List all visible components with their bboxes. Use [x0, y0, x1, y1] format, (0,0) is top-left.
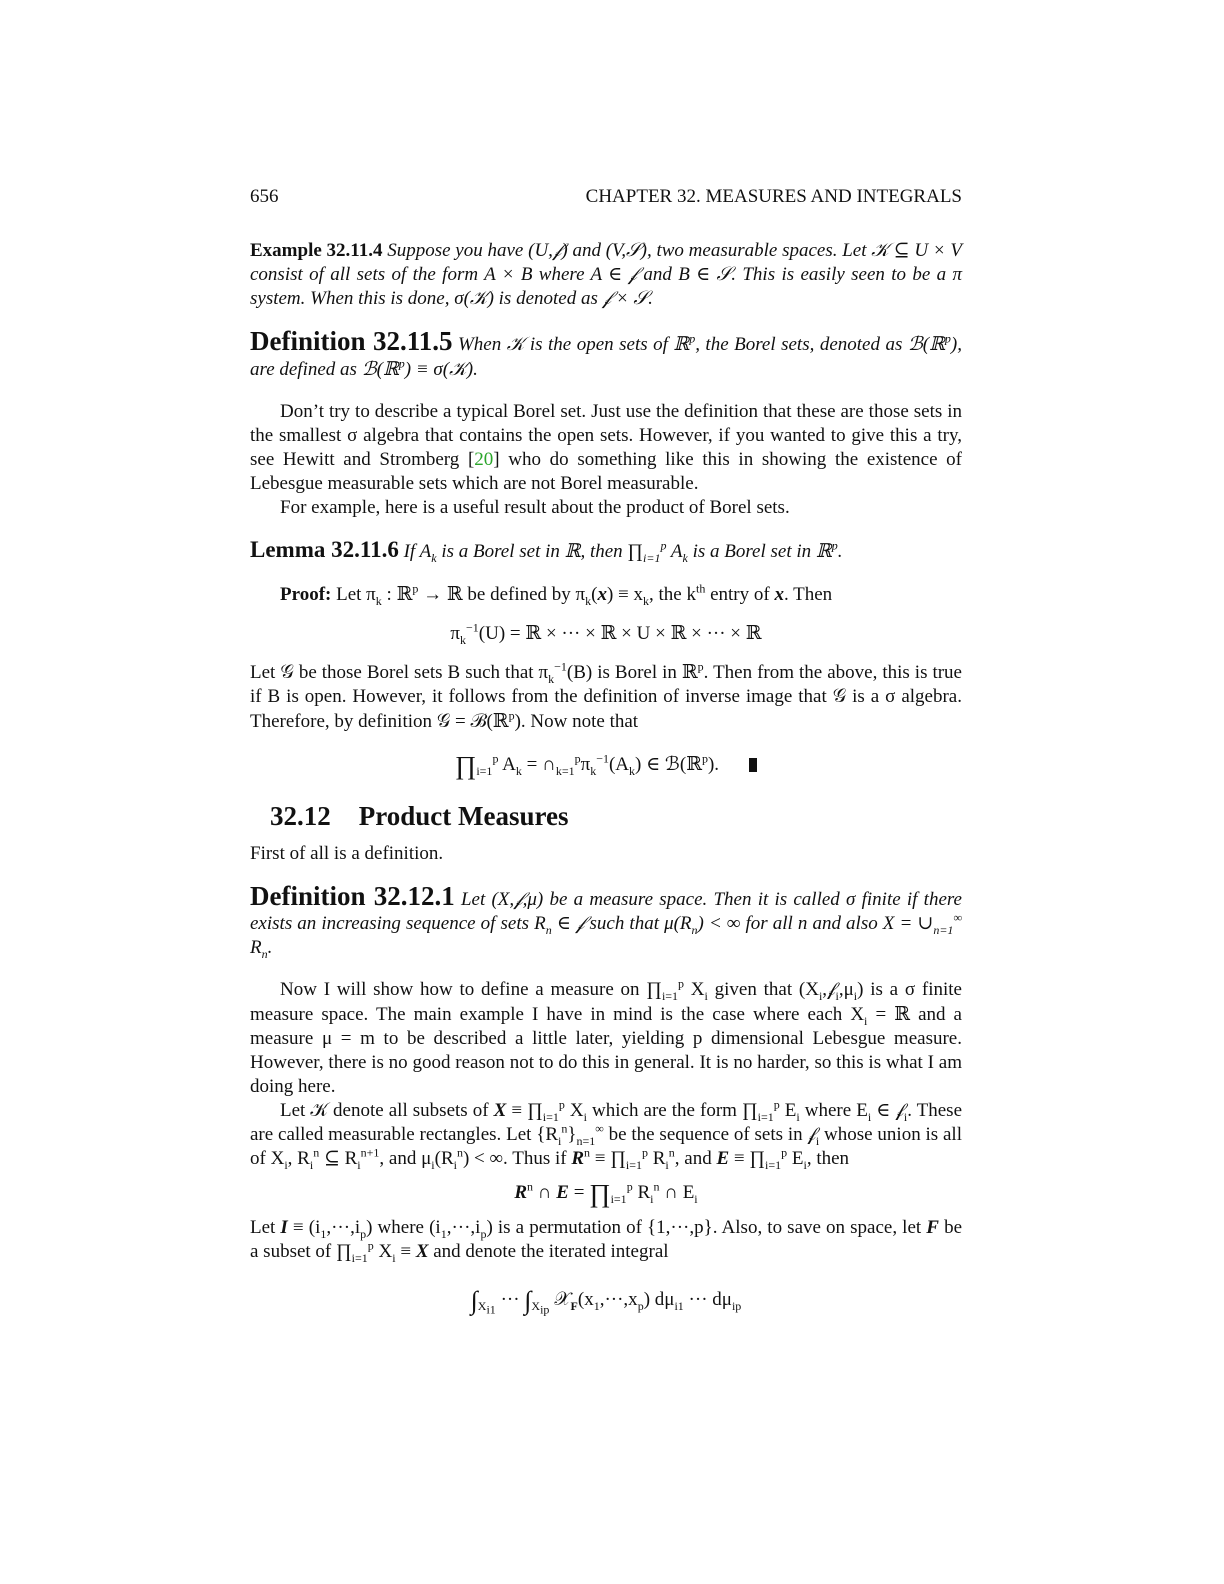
definition-32-12-1: Definition 32.12.1 Let (X,𝒻,μ) be a measure space. Then it is called σ finite if there exists an increasing sequence of sets $R_n$ ∈ 𝒻 such that $\mu(R_n)$ < ∞ for all n and also $X = \cup_{n=1}^\infty$ $R_n$. — [250, 881, 962, 961]
example-label: Example 32.11.4 — [250, 240, 383, 261]
chapter-title: CHAPTER 32. MEASURES AND INTEGRALS — [585, 186, 962, 207]
page-number: 656 — [250, 186, 279, 207]
qed-box — [749, 758, 757, 772]
equation-preimage: $\pi_k^{-1}(U)$ = ℝ × ··· × ℝ × U × ℝ × ··· × ℝ — [450, 620, 762, 647]
paragraph-product: Now I will show how to define a measure on $\prod_{i=1}^p$ $X_i$ given that $(X_i,𝒻_i,\mu_i)$ is a σ finite measure space. The main example I have in mind is the case where each $X_i$ = ℝ and a measure μ = m to be described a little later, yielding p dimensional Lebesgue measure. However, there is no good reason not to do this in general. It is no harder, so this is what I am doing here. — [250, 976, 962, 1097]
definition-label-2: Definition 32.12.1 — [250, 881, 455, 911]
paragraph-iterated: Let $I \equiv (i_1,\cdot\cdot\cdot,i_p)$ where $(i_1,\cdot\cdot\cdot,i_p)$ is a permutation of {1,···,p}. Also, to save on space, let F be a subset of $\prod_{i=1}^p$ $X_i \equiv X$ and denote the iterated integral — [250, 1217, 963, 1265]
lemma-32-11-6: Lemma 32.11.6 If $A_k$ is a Borel set in ℝ, then $\prod_{i=1}^p$ $A_k$ is a Borel set in ℝ$^p$. — [250, 537, 843, 565]
equation-iterated-integral: $\int_{X_{i1}}$ ··· $\int_{X_{ip}}$ $𝒳_F(x_1,\cdot\cdot\cdot,x_p)$ $d\mu_{i1}$ ··· $d\mu_{ip}$ — [470, 1286, 742, 1317]
running-header — [250, 185, 962, 209]
equation-product: $\prod_{i=1}^p$ $A_k$ = $\cap_{k=1}^p\pi_k^{-1}(A_k)$ ∈ ℬ(ℝ$^p$). — [250, 752, 962, 778]
lemma-label: Lemma 32.11.6 — [250, 537, 399, 562]
citation-link[interactable]: 20 — [474, 449, 494, 470]
proof-label: Proof: — [280, 584, 332, 605]
proof-start: Proof: Let $\pi_k$ : ℝ$^p$ → ℝ be defined by $\pi_k(x) \equiv x_k$, the $k^{th}$ entry of x. Then — [280, 581, 833, 608]
section-heading — [270, 801, 962, 831]
definition-label: Definition 32.11.5 — [250, 326, 453, 356]
paragraph-example: For example, here is a useful result about the product of Borel sets. — [280, 497, 790, 518]
section-number: 32.12 — [270, 801, 331, 831]
equation-intersection: $R^n$ ∩ $E = \prod_{i=1}^p$ $R_i^n$ ∩ $E_i$ — [514, 1179, 698, 1208]
paragraph-rectangles: Let 𝒦 denote all subsets of $X \equiv \prod_{i=1}^p$ $X_i$ which are the form $\prod_{i=1}^p$ $E_i$ where $E_i$ ∈ 𝒻$_i$. These are called measurable rectangles. Let $\{R_i^n\}_{n=1}^\infty$ be the sequence of sets in 𝒻$_i$ whose union is all of $X_i$, $R_i^n$ ⊆ $R_i^{n+1}$, and $\mu_i(R_i^n)$ < ∞. Thus if $R^n$ ≡ $\prod_{i=1}^p$ $R_i^n$, and $E \equiv \prod_{i=1}^p$ $E_i$, then — [250, 1097, 963, 1172]
section-title: Product Measures — [358, 801, 569, 831]
paragraph-first: First of all is a definition. — [250, 843, 444, 864]
definition-32-11-5: Definition 32.11.5 When 𝒦 is the open sets of ℝ$^p$, the Borel sets, denoted as ℬ(ℝ$^p$), are defined as ℬ(ℝ$^p$) ≡ σ(𝒦). — [250, 326, 962, 380]
paragraph-borel: Don’t try to describe a typical Borel set. Just use the definition that these are those sets in the smallest σ algebra that contains the open sets. However, if you wanted to give this a try, see Hewitt and Stromberg [20] who do something like this in showing the existence of Lebesgue measurable sets which are not Borel measurable. — [250, 401, 962, 494]
proof-body: Let 𝒢 be those Borel sets B such that $\pi_k^{-1}(B)$ is Borel in ℝ$^p$. Then from the above, this is true if B is open. However, it follows from the definition of inverse image that 𝒢 is a σ algebra. Therefore, by definition 𝒢 = ℬ(ℝ$^p$). Now note that — [250, 659, 962, 732]
page — [250, 185, 962, 1337]
example-32-11-4: Example 32.11.4 Suppose you have (U,𝒻) and (V,𝒮), two measurable spaces. Let 𝒦 ⊆ U × V consist of all sets of the form A × B where A ∈ 𝒻 and B ∈ 𝒮. This is easily seen to be a π system. When this is done, σ(𝒦) is denoted as 𝒻 × 𝒮. — [250, 240, 962, 309]
